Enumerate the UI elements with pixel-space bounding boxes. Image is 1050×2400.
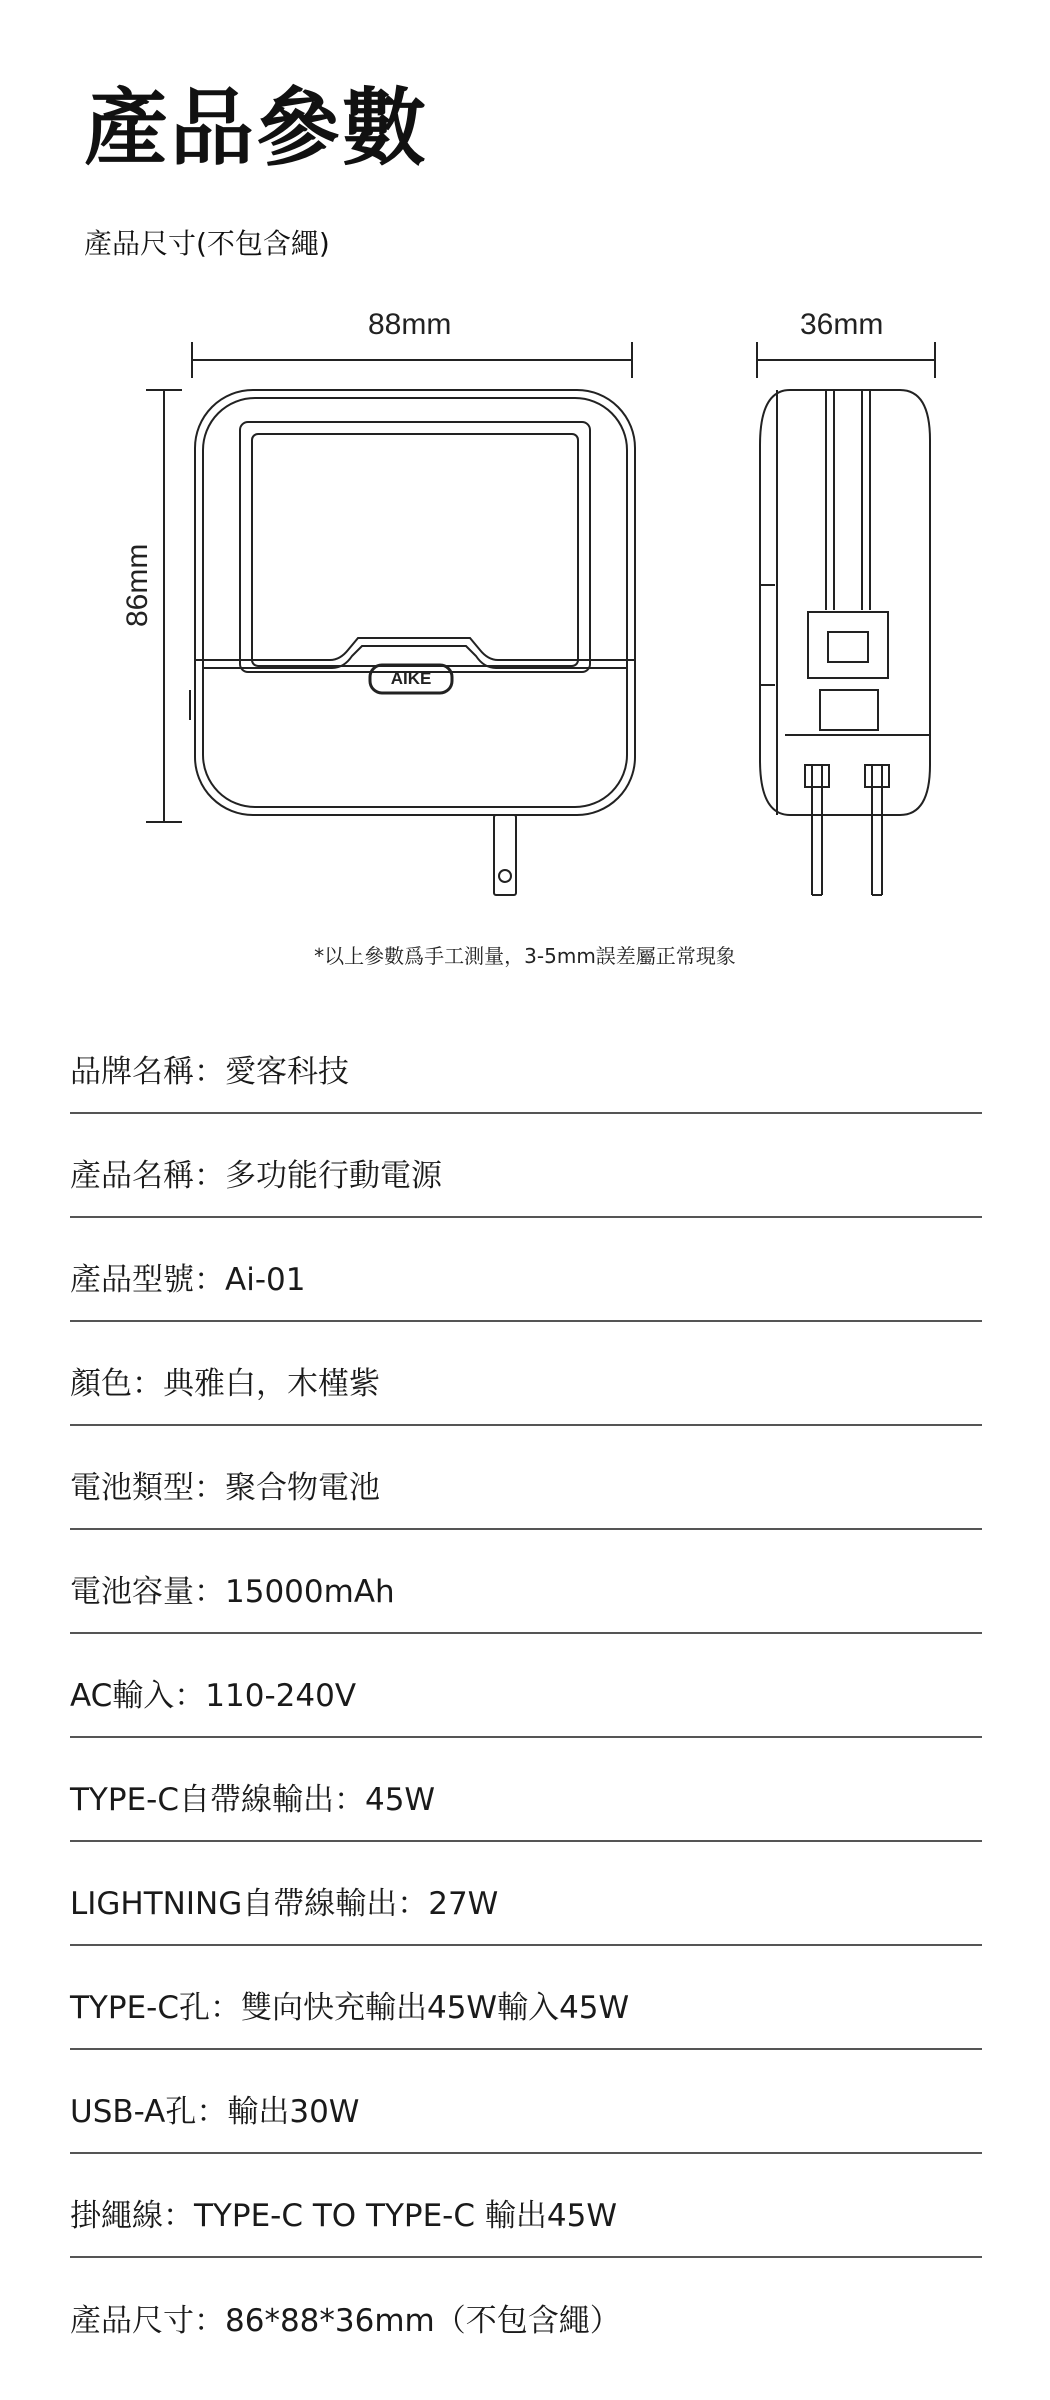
spec-list xyxy=(70,1010,982,2362)
spec-usba-port: USB-A孔：輸出30W xyxy=(70,2050,982,2154)
spec-battery-capacity: 電池容量：15000mAh xyxy=(70,1530,982,1634)
spec-color: 顏色：典雅白，木槿紫 xyxy=(70,1322,982,1426)
spec-typec-port: TYPE-C孔：雙向快充輸出45W輸入45W xyxy=(70,1946,982,2050)
spec-lanyard-cable: 掛繩線：TYPE-C TO TYPE-C 輸出45W xyxy=(70,2154,982,2258)
spec-typec-cable-output: TYPE-C自帶線輸出：45W xyxy=(70,1738,982,1842)
product-dimension-diagram xyxy=(0,300,1050,920)
spec-model: 產品型號：Ai-01 xyxy=(70,1218,982,1322)
product-size-subtitle: 產品尺寸(不包含繩) xyxy=(84,227,330,260)
measurement-note: *以上參數爲手工測量，3-5mm誤差屬正常現象 xyxy=(314,944,736,968)
depth-dimension-line xyxy=(757,342,935,378)
front-view xyxy=(190,390,635,895)
spec-product-size: 產品尺寸：86*88*36mm（不包含繩） xyxy=(70,2302,621,2339)
width-dimension-line xyxy=(192,342,632,378)
spec-product-name: 產品名稱：多功能行動電源 xyxy=(70,1114,982,1218)
spec-lightning-cable-output: LIGHTNING自帶線輸出：27W xyxy=(70,1842,982,1946)
width-dimension-label: 88mm xyxy=(368,308,452,341)
spec-battery-type: 電池類型：聚合物電池 xyxy=(70,1426,982,1530)
height-dimension-label: 86mm xyxy=(121,543,154,627)
page-title: 產品參數 xyxy=(84,79,429,177)
spec-brand-name: 品牌名稱：愛客科技 xyxy=(70,1010,982,1114)
side-view xyxy=(760,390,930,895)
height-dimension-line xyxy=(146,390,182,822)
logo-text: AIKE xyxy=(390,669,432,688)
depth-dimension-label: 36mm xyxy=(800,308,884,341)
spec-ac-input: AC輸入：110-240V xyxy=(70,1634,982,1738)
